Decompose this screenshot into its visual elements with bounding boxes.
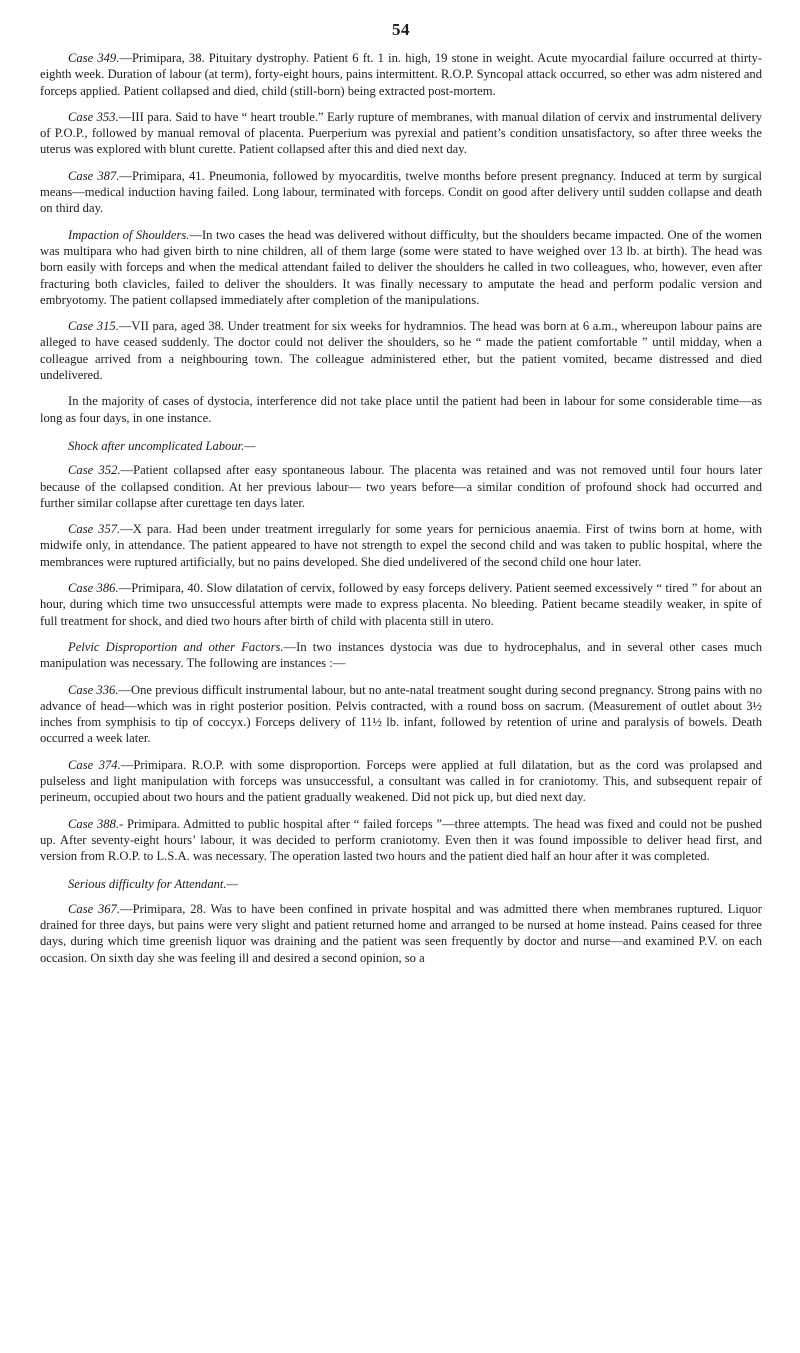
case-386-paragraph (40, 580, 762, 629)
case-text: —One previous difficult instrumental labour, but no ante-natal treatment sought during second pregnancy. Strong pains with no advance of head—which was in right posterior position. Pelvis contracted, with a round boss on sacrum. (Measurement of outlet about 3½ inches from symphisis to tip of coccyx.) Forceps delivery of 11½ lb. infant, followed by retention of urine and paralysis of bowels. Death occurred a week later. (40, 682, 763, 746)
case-text: —Primipara, 28. Was to have been confined in private hospital and was admitted there when membranes ruptured. Liquor drained for three days, but pains were very slight and patient returned home and arranged to be nursed at home instead. Pains ceased for three days, during which time greenish liquor was draining and the patient was seen frequently by doctor and nurse—and examined P.V. on each occasion. On sixth day she was feeling ill and desired a second opinion, so a (40, 901, 762, 965)
case-357-paragraph (40, 521, 762, 570)
case-text: —Patient collapsed after easy spontaneous labour. The placenta was retained and was not removed until four hours later because of the collapsed condition. At her previous labour— two years before—a similar condition of profound shock had occurred and further similar collapse after curettage ten days later. (40, 463, 763, 510)
case-label: Case 349. (68, 51, 120, 65)
case-label: Case 352. (68, 463, 121, 478)
section-text: —In two cases the head was delivered without difficulty, but the shoulders became impacted. One of the women was multipara who had given birth to nine children, all of them large (some were stated to have weighed over 13 lb. at birth). The head was born easily with forceps and when the medical attendant failed to deliver the shoulders he called in two colleagues, who, however, even after fracturing both clavicles, failed to deliver the shoulders. It was finally necessary to amputate the head and perform podalic version and embryotomy. The patient collapsed immediately after completion of the manipulations. (40, 227, 762, 307)
case-label: Case 336. (68, 682, 119, 697)
case-text: —X para. Had been under treatment irregularly for some years for pernicious anaemia. First of twins born at home, with midwife only, in attendance. The patient appeared to have not strength to expel the second child and was taken to public hospital, where the membrances were ruptured artificially, but no pains developed. She died undelivered of the second child one hour later. (40, 522, 763, 569)
case-label: Case 386. (68, 581, 119, 596)
case-text: —Primipara, 38. Pituitary dystrophy. Patient 6 ft. 1 in. high, 19 stone in weight. Acute myocardial failure occurred at thirty-eighth week. Duration of labour (at term), forty-eight hours, pains intermittent. R.O.P. Syncopal attack occurred, so ether was adm nistered and forceps applied. Patient collapsed and died, child (still-born) being extracted post-mortem. (40, 51, 763, 98)
section-text: —In two instances dystocia was due to hydrocephalus, and in several other cases much manipulation was necessary. The following are instances :— (40, 639, 762, 671)
case-352-paragraph (40, 462, 762, 511)
page-number: 54 (392, 20, 410, 39)
case-353-paragraph (40, 109, 762, 158)
case-367-paragraph (40, 901, 762, 966)
case-label: Case 357. (68, 522, 121, 537)
section-title: Impaction of Shoulders. (68, 227, 190, 242)
case-label: Case 388. (68, 816, 120, 831)
case-label: Case 374. (68, 757, 121, 772)
case-label: Case 315. (68, 319, 119, 334)
impaction-of-shoulders-paragraph (40, 227, 762, 308)
case-text: —Primipara, 40. Slow dilatation of cervix, followed by easy forceps delivery. Patient seemed excessively “ tired ” for about an hour, during which time two unsuccessful attempts were made to express placenta. No bleeding. Patient became steadily weaker, in spite of full treatment for shock, and died two hours after birth of child with placenta still in utero. (40, 581, 763, 628)
case-label: Case 387. (68, 168, 120, 183)
case-315-paragraph (40, 318, 762, 383)
case-349-paragraph (40, 50, 762, 99)
case-336-paragraph (40, 682, 762, 747)
dystocia-summary-paragraph (40, 393, 762, 426)
pelvic-disproportion-paragraph (40, 639, 762, 672)
shock-after-labour-heading: Shock after uncomplicated Labour.— (68, 438, 256, 453)
case-label: Case 367. (68, 901, 121, 916)
case-text: —VII para, aged 38. Under treatment for six weeks for hydramnios. The head was born at 6 a.m., whereupon labour pains are alleged to have ceased suddenly. The doctor could not deliver the shoulders, so he “ made the patient comfortable ” until midday, when a colleague arrived from a neighbouring town. The colleague administered ether, but the patient vomited, became distressed and died undelivered. (40, 319, 763, 383)
serious-difficulty-heading: Serious difficulty for Attendant.— (68, 877, 238, 892)
case-label: Case 353. (68, 109, 119, 124)
case-387-paragraph (40, 168, 762, 217)
paragraph-text: In the majority of cases of dystocia, interference did not take place until the patient had been in labour for some considerable time—as long as four days, in one instance. (40, 394, 762, 425)
section-title: Pelvic Disproportion and other Factors. (68, 639, 284, 654)
case-text: —Primipara. R.O.P. with some disproportion. Forceps were applied at full dilatation, but as the cord was prolapsed and pulseless and light manipulation with forceps was unsuccessful, a consultant was called in for craniotomy. This, and subsequent repair of perineum, occupied about two hours and the patient gradually weakened. Did not pick up, but died next day. (40, 757, 763, 805)
case-374-paragraph (40, 757, 762, 806)
case-text: - Primipara. Admitted to public hospital after “ failed forceps ”—three attempts. The head was fixed and could not be pushed up. After seventy-eight hours’ labour, it was decided to perform craniotomy. Even then it was found impossible to deliver head first, and version from R.O.P. to L.S.A. was necessary. The operation lasted two hours and the patient died half an hour after it was completed. (40, 816, 763, 864)
case-text: —III para. Said to have “ heart trouble.” Early rupture of membranes, with manual dilation of cervix and instrumental delivery of P.O.P., followed by manual removal of placenta. Puerperium was pyrexial and patient’s condition unsatisfactory, so after three weeks the uterus was explored with blunt curette. Patient collapsed after this and died next day. (40, 109, 763, 157)
case-text: —Primipara, 41. Pneumonia, followed by myocarditis, twelve months before present pregnancy. Induced at term by surgical means—medical induction having failed. Long labour, terminated with forceps. Condit on good after delivery until sudden collapse and death on third day. (40, 168, 763, 216)
case-388-paragraph (40, 816, 762, 865)
